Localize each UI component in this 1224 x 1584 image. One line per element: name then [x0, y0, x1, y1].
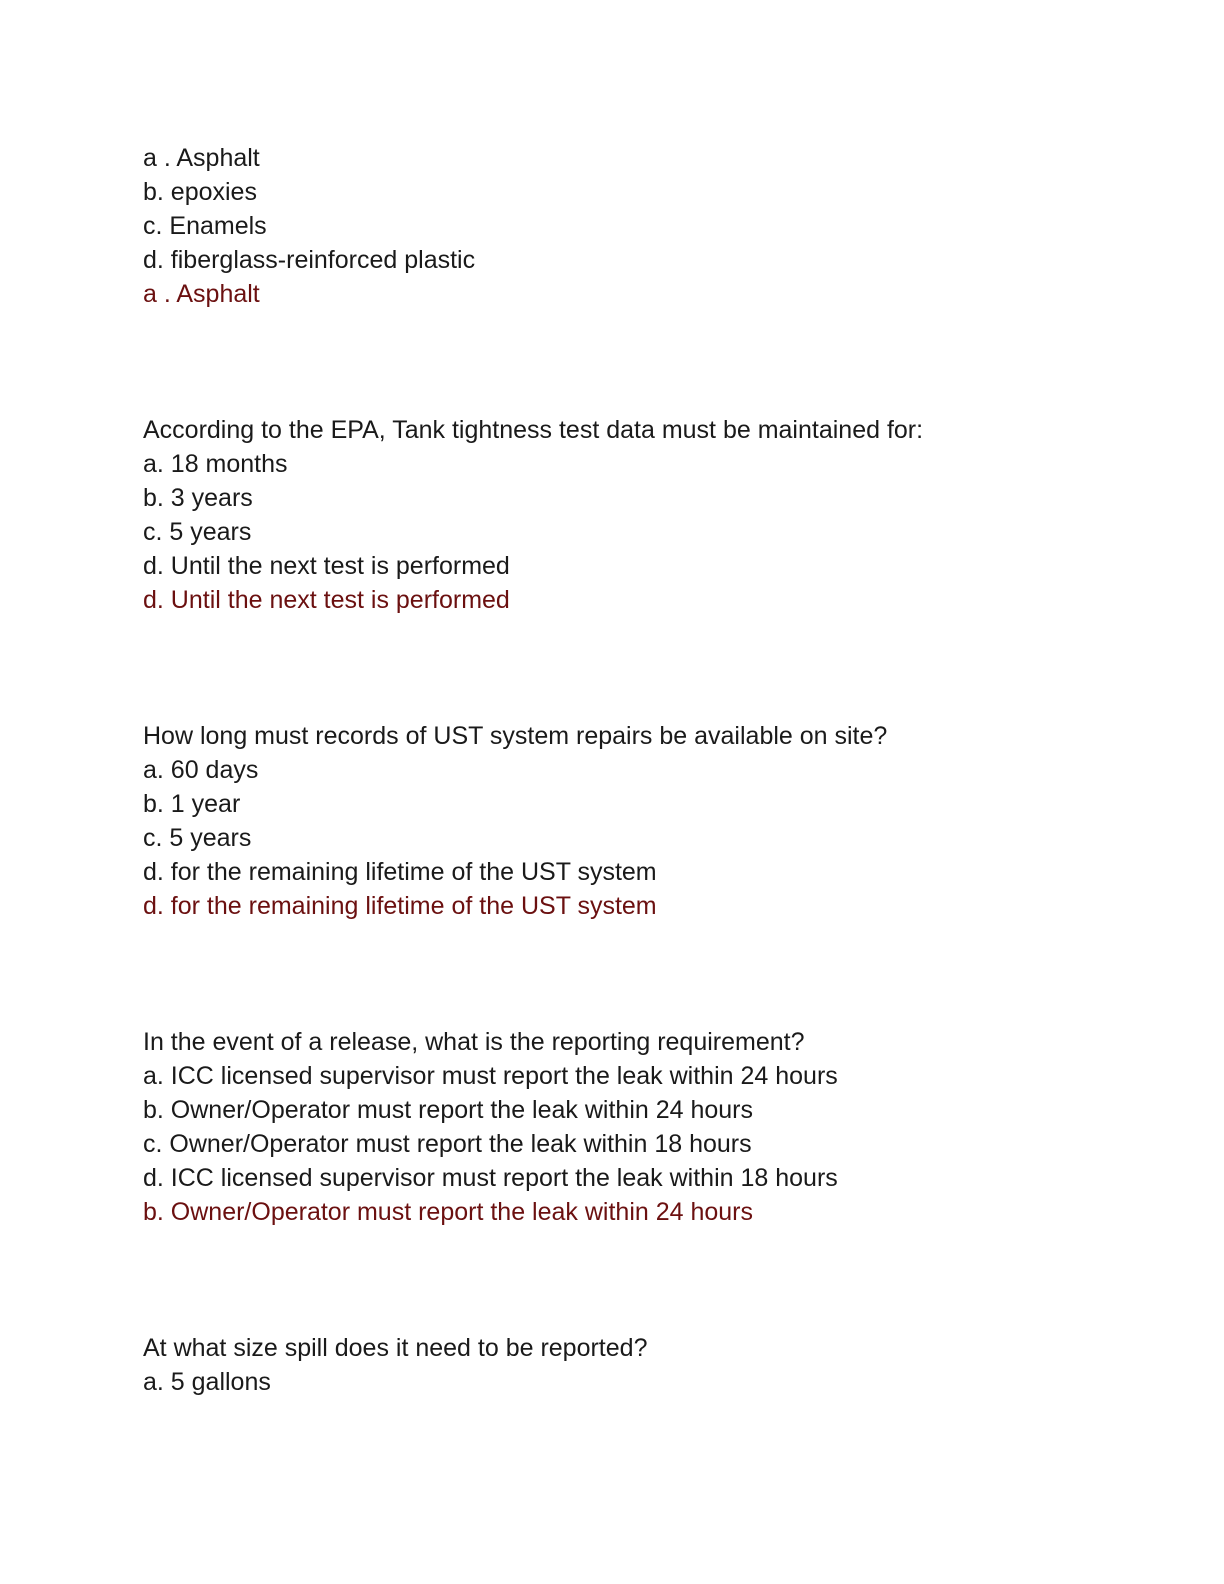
option-d: d. ICC licensed supervisor must report the leak within 18 hours	[143, 1164, 838, 1192]
option-d: d. fiberglass-reinforced plastic	[143, 246, 476, 274]
correct-answer: a . Asphalt	[143, 280, 260, 308]
question-block-spill-size	[143, 1331, 1143, 1399]
option-b: b. 1 year	[143, 790, 241, 818]
option-d: d. Until the next test is performed	[143, 552, 510, 580]
option-c: c. 5 years	[143, 518, 252, 546]
question-text: According to the EPA, Tank tightness test data must be maintained for:	[143, 416, 924, 444]
question-block-tightness-test	[143, 413, 1143, 617]
document-page	[143, 141, 1143, 1399]
option-b: b. 3 years	[143, 484, 253, 512]
question-block-repair-records	[143, 719, 1143, 923]
option-d: d. for the remaining lifetime of the UST system	[143, 858, 657, 886]
correct-answer: b. Owner/Operator must report the leak within 24 hours	[143, 1198, 754, 1226]
option-b: b. epoxies	[143, 178, 257, 206]
option-a: a . Asphalt	[143, 144, 260, 172]
option-a: a. ICC licensed supervisor must report the leak within 24 hours	[143, 1062, 838, 1090]
option-b: b. Owner/Operator must report the leak within 24 hours	[143, 1096, 754, 1124]
option-c: c. Owner/Operator must report the leak within 18 hours	[143, 1130, 752, 1158]
question-text: How long must records of UST system repairs be available on site?	[143, 722, 888, 750]
option-c: c. 5 years	[143, 824, 252, 852]
correct-answer: d. Until the next test is performed	[143, 586, 510, 614]
option-a: a. 60 days	[143, 756, 259, 784]
question-text: At what size spill does it need to be reported?	[143, 1334, 648, 1362]
option-c: c. Enamels	[143, 212, 267, 240]
correct-answer: d. for the remaining lifetime of the UST system	[143, 892, 657, 920]
option-a: a. 18 months	[143, 450, 288, 478]
question-text: In the event of a release, what is the reporting requirement?	[143, 1028, 805, 1056]
question-block-coating	[143, 141, 1143, 311]
question-block-release-reporting	[143, 1025, 1143, 1229]
option-a: a. 5 gallons	[143, 1368, 271, 1396]
